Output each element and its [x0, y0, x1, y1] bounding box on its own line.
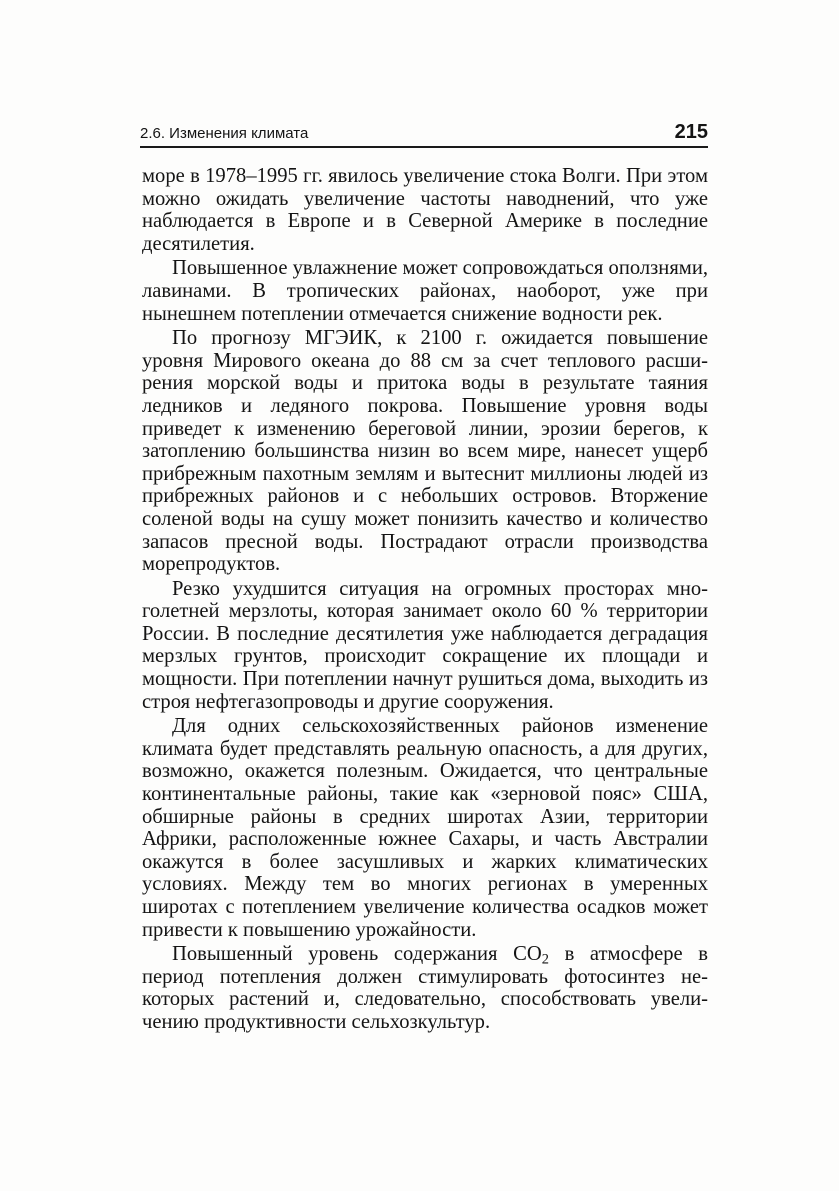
paragraph-4: Резко ухудшится ситуация на огромных просторах многолетней мерзлоты, которая занимает около 60 % территории России. В последние десятилетия уже наблюдается деградация мерзлых грунтов, происходит сокращение их площади и мощности. При потеплении начнут рушиться дома, выходить из строя нефтегазопроводы и другие сооружения.: [142, 577, 708, 713]
paragraph-6-start: Повышенный уровень содержания CO: [172, 943, 542, 966]
paragraph-5: Для одних сельскохозяйственных районов изменение климата будет представлять реальную опасность, а для других, возможно, окажется полезным. Ожидается, что центральные континентальные районы, такие как «зерновой пояс» США, обширные районы в средних широтах Азии, территории Африки, расположенные южнее Сахары, и часть Австралии окажутся в более засушливых и жарких климатических условиях. Между тем во многих регионах в умеренных широтах с потеплением увеличение количества осадков может привести к повышению урожайности.: [142, 715, 708, 941]
co2-subscript: 2: [541, 951, 549, 968]
paragraph-6-end: в атмосфере в период потепления должен стимулировать фотосинтез некоторых растений и, следовательно, способствовать увеличению продуктивности сельхозкультур.: [142, 943, 709, 1033]
page-number: 215: [674, 121, 708, 143]
paragraph-6: [142, 943, 708, 1033]
paragraph-2: Повышенное увлажнение может сопровождаться оползнями, лавинами. В тропических районах, наоборот, уже при нынешнем потеплении отмечается снижение водности рек.: [142, 257, 708, 325]
page-header: [140, 116, 708, 148]
body-text: [142, 165, 708, 1036]
paragraph-1: море в 1978–1995 гг. явилось увеличение стока Волги. При этом можно ожидать увеличение частоты наводнений, что уже наблюдается в Европе и в Северной Америке в последние десятилетия.: [142, 165, 708, 255]
running-head: 2.6. Изменения климата: [140, 125, 309, 142]
paragraph-3: По прогнозу МГЭИК, к 2100 г. ожидается повышение уровня Мирового океана до 88 см за счет теплового расширения морской воды и притока воды в результате таяния ледников и ледяного покрова. Повышение уровня воды приведет к изменению береговой линии, эрозии берегов, к затоплению большинства низин во всем мире, нанесет ущерб прибрежным пахотным землям и вытеснит миллионы людей из прибрежных районов и с небольших островов. Вторжение соленой воды на сушу может понизить качество и количество запасов пресной воды. Пострадают отрасли производства морепродуктов.: [142, 327, 708, 576]
